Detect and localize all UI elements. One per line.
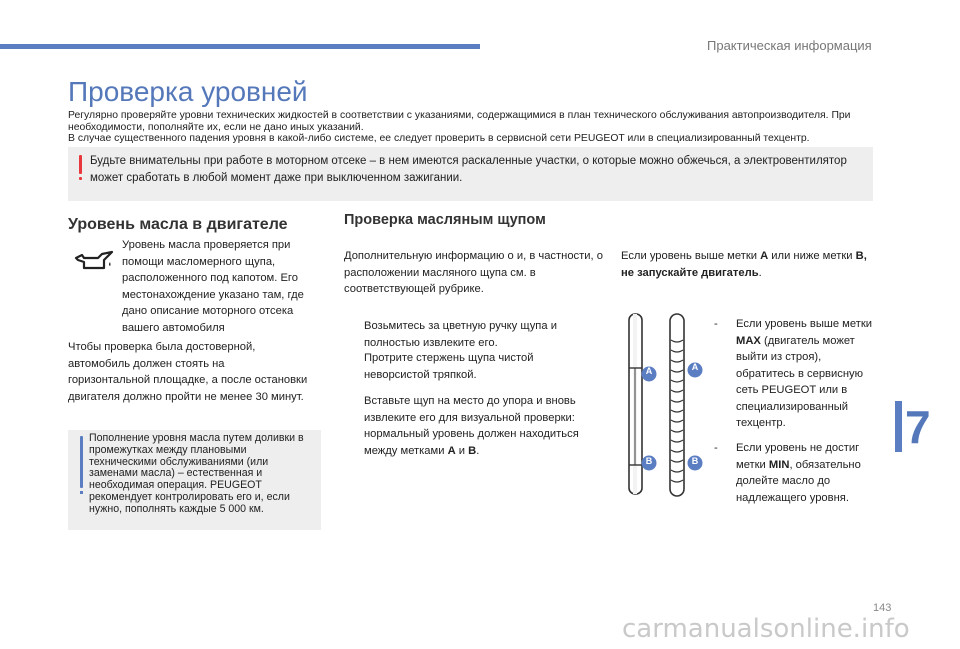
page-number: 143 [873,602,892,614]
info-text: Пополнение уровня масла путем доливки в промежутках между плановыми техническими обслуживаниями (или заменами масла) – естественная и необходимая операция. PEUGEOT рекомендует контролировать его и, если нужно, пополнять каждые 5 000 км. [89,432,304,515]
warning-text: Будьте внимательны при работе в моторном отсеке – в нем имеются раскаленные участки, о которые можно обжечься, а электровентилятор может сработать в любой момент даже при выключенном зажигании. [90,155,847,184]
info-icon [80,436,83,488]
watermark: carmanualsonline.info [622,614,910,644]
section-title: Практическая информация [707,38,872,53]
warning-icon [79,155,82,174]
chapter-number: 7 [905,401,931,453]
marker-b-left: B [645,456,653,466]
oil-level-heading: Уровень масла в двигателе [68,216,288,233]
page-title: Проверка уровней [68,76,308,107]
dipstick-heading: Проверка масляным щупом [344,212,546,228]
oil-level-text: Уровень масла проверяется при помощи масломерного щупа, расположенного под капотом. Его местонахождение указано там, где дано описание моторного отсека вашего автомобиля [122,239,304,334]
marker-a-right: A [691,362,699,372]
oil-can-icon [74,250,114,272]
oil-check-conditions: Чтобы проверка была достоверной, автомобиль должен стоять на горизонтальной площадке, а после остановки двигателя должно пройти не менее 30 минут. [68,341,308,403]
warning-icon-dot [79,177,82,180]
dipstick-illustration [618,310,708,500]
step-text: Возьмитесь за цветную ручку щупа и полностью извлеките его. [364,320,557,349]
step-text: Вставьте щуп на место до упора и вновь извлеките его для визуальной проверки: нормальный уровень должен находиться между метками A и B. [364,395,579,457]
header-accent-bar [0,44,480,49]
info-icon-dot [80,491,83,494]
marker-a-left: A [645,366,653,376]
chapter-tab [895,401,902,452]
dipstick-warning: Если уровень выше метки A или ниже метки B, не запускайте двигатель. [621,250,867,279]
dipstick-intro: Дополнительную информацию о и, в частности, о расположении масляного щупа см. в соответствующей рубрике. [344,250,603,295]
marker-b-right: B [691,456,699,466]
step-text: Протрите стержень щупа чистой неворсистой тряпкой. [364,352,534,381]
intro-text: Регулярно проверяйте уровни технических жидкостей в соответствии с указаниями, содержащимися в план технического обслуживания автопроизводителя. При необходимости, пополняйте их, если не дано иных указаний. В случае существенного падения уровня в какой-либо системе, ее следует проверить в сервисной сети PEUGEOT или в специализированный техцентр. [68,110,851,144]
